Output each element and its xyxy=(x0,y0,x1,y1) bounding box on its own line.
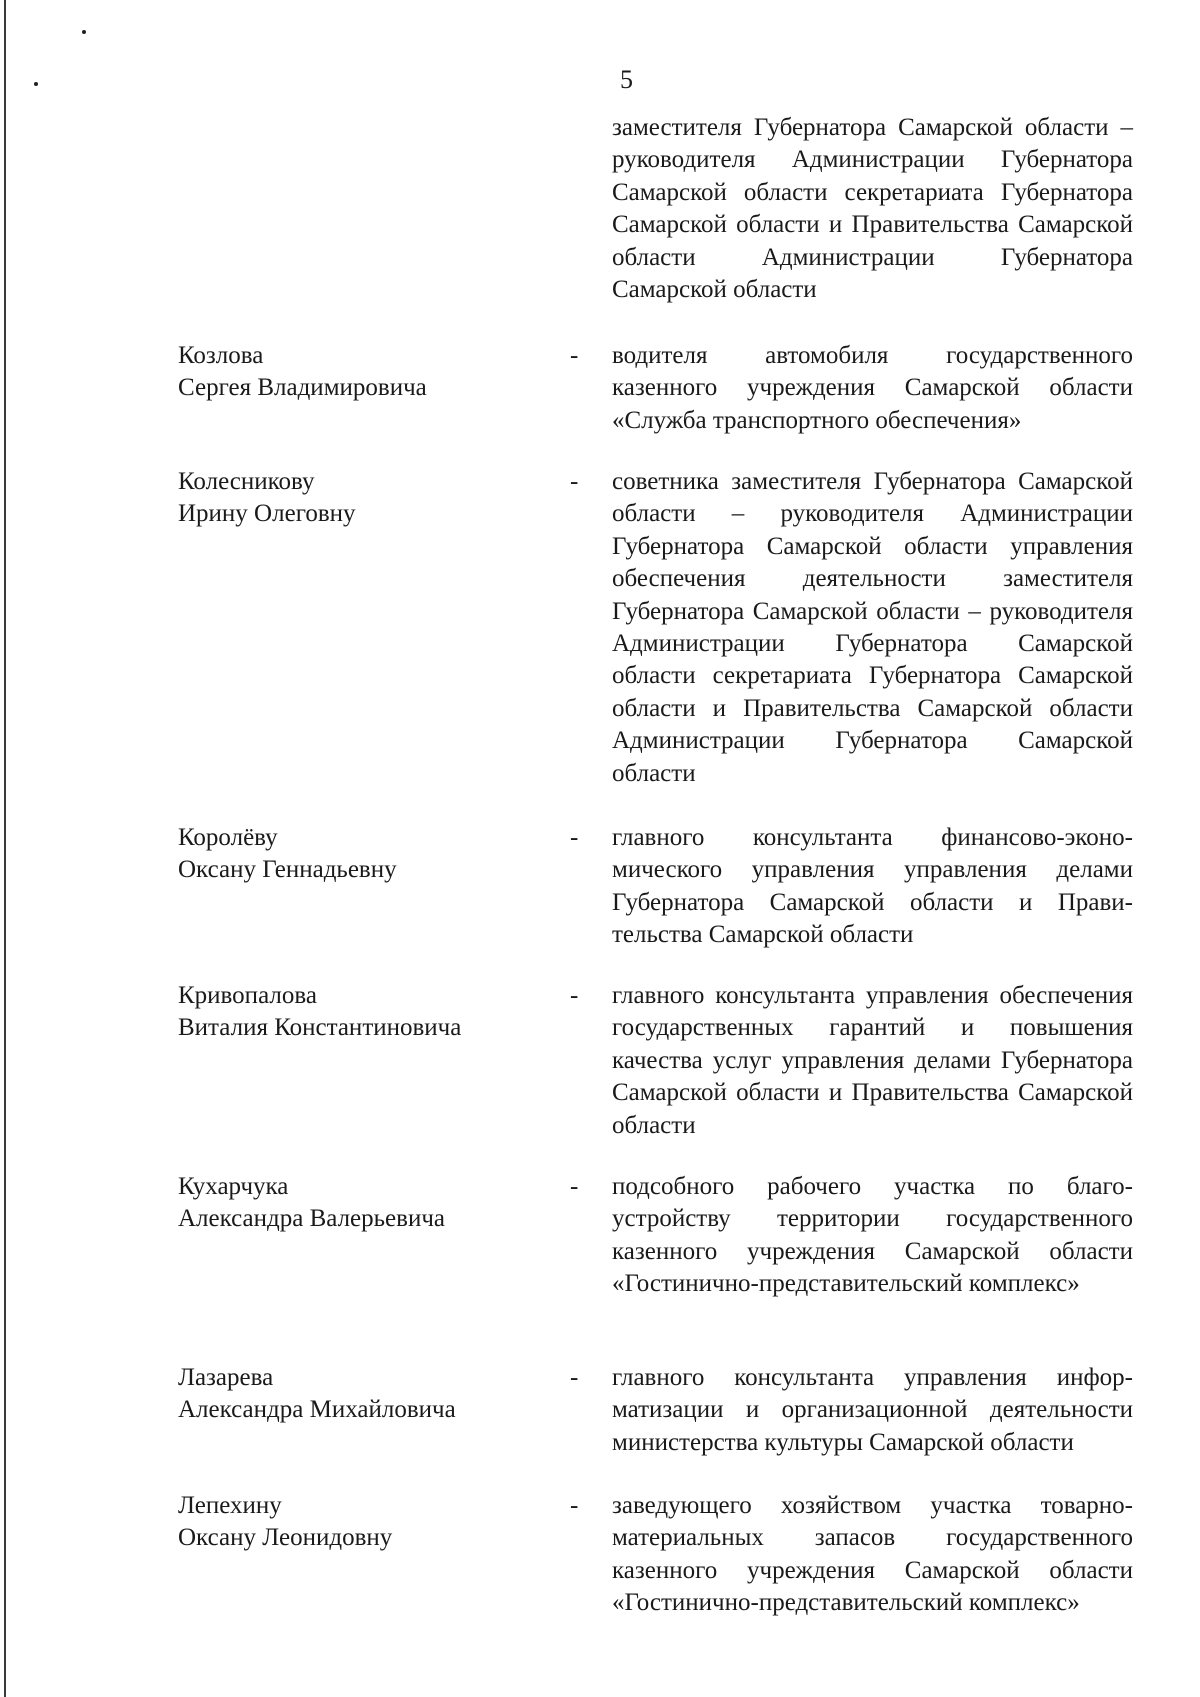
surname: Лепехину xyxy=(178,1492,282,1519)
person-name xyxy=(178,1171,538,1235)
given-names: Оксану Леонидовну xyxy=(178,1524,393,1551)
separator-dash: - xyxy=(570,824,579,851)
person-name xyxy=(178,1490,538,1554)
person-name xyxy=(178,1362,538,1426)
separator-dash: - xyxy=(570,1173,579,1200)
scan-edge-line xyxy=(4,0,6,1697)
person-name xyxy=(178,466,538,530)
given-names: Александра Михайловича xyxy=(178,1396,456,1423)
given-names: Оксану Геннадьевну xyxy=(178,856,397,883)
surname: Лазарева xyxy=(178,1364,274,1391)
given-names: Ирину Олеговну xyxy=(178,500,356,527)
scan-speck xyxy=(34,82,38,86)
surname: Колесникову xyxy=(178,468,315,495)
person-name xyxy=(178,980,538,1044)
person-name xyxy=(178,822,538,886)
separator-dash: - xyxy=(570,982,579,1009)
position-text: главного консультанта финансово-экономического управления управления делами Губернатора Самарской области и Правительства Самарской области xyxy=(612,824,1133,949)
position-text: советника заместителя Губернатора Самарской области – руководителя Администрации Губернатора Самарской области управления обеспечения деятельности заместителя Губернатора Самарской области – руководителя Администрации Губернатора Самарской области секретариата Губернатора Самарской области и Правительства Самарской области Администрации Губернатора Самарской области xyxy=(612,468,1133,787)
position-text: заведующего хозяйством участка товарно-материальных запасов государственного казенного учреждения Самарской области «Гостинично-представительский комплекс» xyxy=(612,1492,1133,1617)
continued-position-text: заместителя Губернатора Самарской области – руководителя Администрации Губернатора Самарской области секретариата Губернатора Самарской области и Правительства Самарской области Администрации Губернатора Самарской области xyxy=(612,114,1133,304)
page-number: 5 xyxy=(620,65,633,94)
surname: Козлова xyxy=(178,342,264,369)
separator-dash: - xyxy=(570,468,579,495)
given-names: Александра Валерьевича xyxy=(178,1205,446,1232)
position-text: главного консультанта управления информатизации и организационной деятельности министерства культуры Самарской области xyxy=(612,1364,1133,1456)
surname: Кривопалова xyxy=(178,982,317,1009)
separator-dash: - xyxy=(570,1492,579,1519)
person-name xyxy=(178,340,538,404)
position-text: главного консультанта управления обеспечения государственных гарантий и повышения качества услуг управления делами Губернатора Самарской области и Правительства Самарской области xyxy=(612,982,1133,1139)
scan-speck xyxy=(82,30,86,34)
separator-dash: - xyxy=(570,342,579,369)
surname: Кухарчука xyxy=(178,1173,289,1200)
separator-dash: - xyxy=(570,1364,579,1391)
position-text: подсобного рабочего участка по благоустройству территории государственного казенного учреждения Самарской области «Гостинично-представительский комплекс» xyxy=(612,1173,1133,1298)
given-names: Виталия Константиновича xyxy=(178,1014,462,1041)
given-names: Сергея Владимировича xyxy=(178,374,427,401)
surname: Королёву xyxy=(178,824,278,851)
position-text: водителя автомобиля государственного казенного учреждения Самарской области «Служба транспортного обеспечения» xyxy=(612,342,1133,434)
